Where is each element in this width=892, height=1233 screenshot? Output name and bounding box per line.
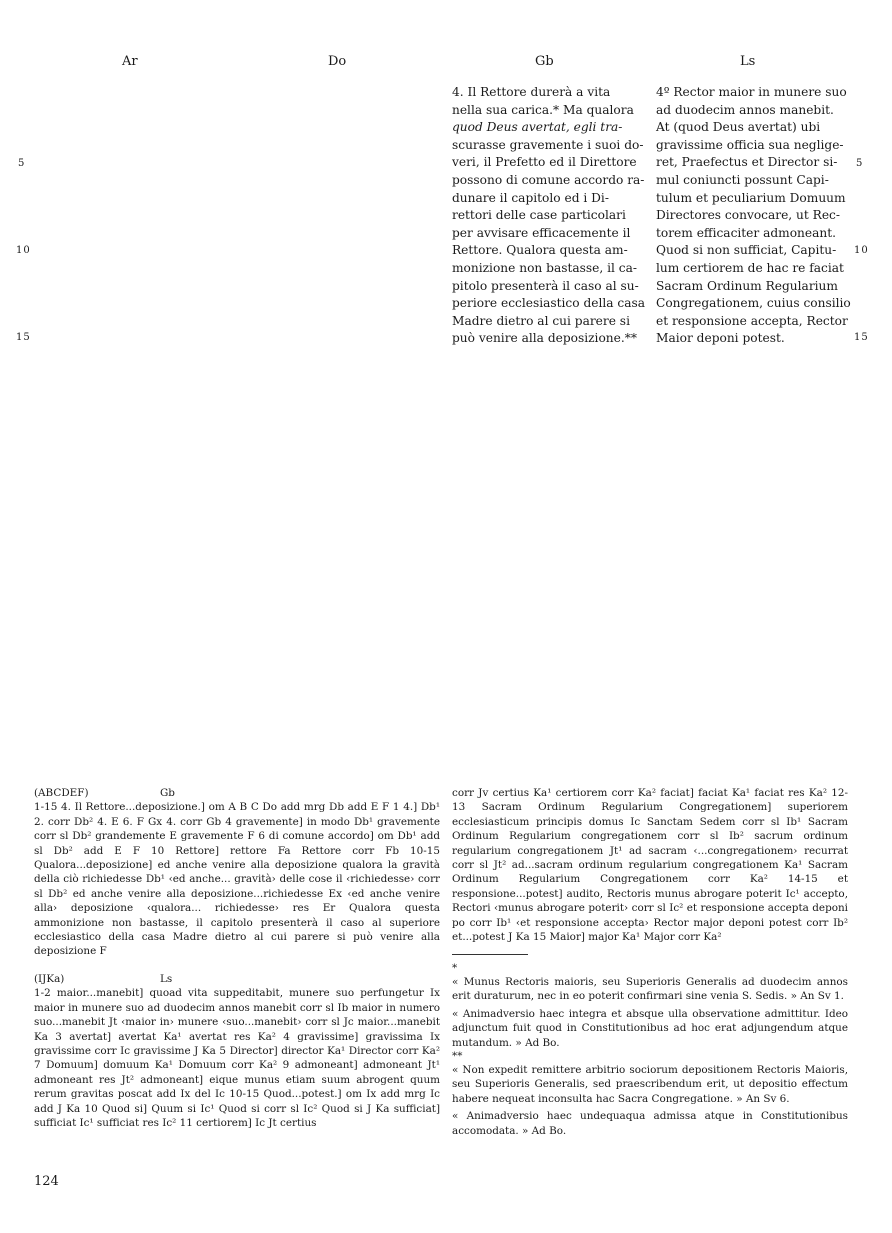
line-number-15-right: 15 xyxy=(854,332,869,343)
footnote-text: « Munus Rectoris maioris, seu Superioris Generalis ad duodecim annos erit duraturum, nec in eo poterit confirmari sine venia S. Sedis. » An Sv 1. xyxy=(452,976,848,1003)
column-heading-gb: Gb xyxy=(535,54,554,69)
text-line: Quod si non sufficiat, Capitu- xyxy=(656,243,837,258)
text-line: torem efficaciter admoneant. xyxy=(656,225,837,240)
text-line: tulum et peculiarium Domuum xyxy=(656,190,846,205)
footnote-rule xyxy=(452,954,528,955)
text-line: Sacram Ordinum Regularium xyxy=(656,278,838,293)
text-line: Maior deponi potest. xyxy=(656,331,785,346)
apparatus-sigla: (ABCDEF) xyxy=(34,787,89,799)
text-line: può venire alla deposizione.** xyxy=(452,331,637,346)
text-line: 4º Rector maior in munere suo xyxy=(656,85,847,99)
text-line: per avvisare efficacemente il xyxy=(452,225,631,240)
text-line: ad duodecim annos manebit. xyxy=(656,102,834,117)
apparatus-witness: Ls xyxy=(160,973,173,985)
text-line: 4. Il Rettore durerà a vita xyxy=(452,85,611,99)
column-heading-ls: Ls xyxy=(740,54,756,69)
apparatus-right xyxy=(452,786,848,944)
text-line: monizione non bastasse, il ca- xyxy=(452,260,637,275)
line-number-5-right: 5 xyxy=(856,158,864,169)
text-line: veri, il Prefetto ed il Direttore xyxy=(452,155,637,170)
text-line: Madre dietro al cui parere si xyxy=(452,313,630,328)
text-line: dunare il capitolo ed i Di- xyxy=(452,190,609,205)
footnote-mark: * xyxy=(452,962,458,974)
apparatus-witness: Gb xyxy=(160,787,175,799)
apparatus-right-text: corr Jv certius Ka¹ certiorem corr Ka² faciat] faciat Ka¹ faciat res Ka² 12-13 Sacram Ordinum Regularium Congregationem] superiorem ecclesiasticum principis domus Ic Sanctam Sedem corr sl Ib¹ Sacram Ordinum Regularium congregationem corr sl Ib² sacrum ordinum regularium congregationem Jt¹ ad sacram ‹...congregationem› recurrat corr sl Jt² ad...sacram ordinum regularium congregationem Ka¹ Sacram Ordinum Regularium Congregationem corr Ka² 14-15 et responsione...potest] audito, Rectoris munus abrogare poterit Ic¹ accepto, Rectori ‹munus abrogare poterit› corr sl Ic² et responsione accepta deponi po corr Ib¹ ‹et responsione accepta› Rector major deponi potest corr Ib² et...potest J Ka 15 Maior] major Ka¹ Major corr Ka² xyxy=(452,787,848,944)
column-heading-do: Do xyxy=(328,54,347,69)
text-line: pitolo presenterà il caso al su- xyxy=(452,278,639,293)
text-line: quod Deus avertat, egli tra- xyxy=(452,120,623,135)
apparatus-ls xyxy=(34,972,440,1130)
text-line: Directores convocare, ut Rec- xyxy=(656,208,841,223)
text-line: Rettore. Qualora questa am- xyxy=(452,243,628,258)
footnote-mark: ** xyxy=(452,1050,463,1063)
text-line: nella sua carica.* Ma qualora xyxy=(452,102,634,117)
column-heading-ar: Ar xyxy=(122,54,138,69)
text-line: et responsione accepta, Rector xyxy=(656,313,848,328)
line-number-10-left: 10 xyxy=(16,245,31,256)
text-line: gravissime officia sua neglige- xyxy=(656,137,844,152)
text-column-gb xyxy=(452,84,647,348)
apparatus-gb-header xyxy=(34,786,440,800)
text-line: periore ecclesiastico della casa xyxy=(452,296,646,311)
apparatus-gb-text: 1-15 4. Il Rettore...deposizione.] om A B C Do add mrg Db add E F 1 4.] Db¹ 2. corr Db² 4. E 6. F Gx 4. corr Gb 4 gravemente] in modo Db¹ gravemente corr sl Db² grandemente E gravemente F 6 di comune accordo] om Db¹ add sl Db² add E F 10 Rettore] rettore Fa Rettore corr Fb 10-15 Qualora...deposizione] ed anche venire alla deposizione qualora la gravità della ciò richiedesse Db¹ ‹ed anche... gravità› delle cose il ‹richiedesse› corr sl Db² ed anche venire alla deposizione...richiedesse Ex ‹ed anche venire alla› deposizione ‹qualora... richiedesse› res Er Qualora questa ammonizione non bastasse, il capitolo presenterà il caso al superiore ecclesiastico della casa Madre dietro al cui parere si può venire alla deposizione F xyxy=(34,801,440,958)
text-line: mul coniuncti possunt Capi- xyxy=(656,172,829,187)
text-column-ls xyxy=(656,84,851,348)
text-line: ret, Praefectus et Director si- xyxy=(656,155,838,170)
line-number-10-right: 10 xyxy=(854,245,869,256)
text-line: possono di comune accordo ra- xyxy=(452,172,645,187)
apparatus-ls-text: 1-2 maior...manebit] quoad vita suppeditabit, munere suo perfungetur Ix maior in munere suo ad duodecim annos manebit corr sl Ib maior in numero suo...manebit Jt ‹maior in› munere ‹suo...manebit› corr sl Jc maior...manebit Ka 3 avertat] avertat Ka¹ avertat res Ka² 4 gravissime] gravissima Ix gravissime corr Ic gravissime J Ka 5 Director] director Ka¹ Director corr Ka² 7 Domuum] domuum Ka¹ Domuum corr Ka² 9 admoneant] admoneant Jt¹ admoneant res Jt² admoneant] eique munus etiam suum abrogent quum rerum gravitas poscat add Ix del Ic 10-15 Quod...potest.] om Ix add mrg Ic add J Ka 10 Quod si] Quum si Ic¹ Quod si corr sl Ic² Quod si J Ka sufficiat] sufficiat Ic¹ sufficiat res Ic² 11 certiorem] Ic Jt certius xyxy=(34,987,440,1130)
line-number-5-left: 5 xyxy=(18,158,26,169)
page-number: 124 xyxy=(34,1174,59,1189)
text-line: scurasse gravemente i suoi do- xyxy=(452,137,644,152)
footnote-text: « Animadversio haec undequaqua admissa atque in Constitutionibus accomodata. » Ad Bo. xyxy=(452,1110,848,1137)
footnote-text: « Animadversio haec integra et absque ulla observatione admittitur. Ideo adjunctum fuit quod in Constitutionibus ad hoc erat adjungendum atque mutandum. » Ad Bo. xyxy=(452,1007,848,1049)
text-line: Congregationem, cuius consilio xyxy=(656,296,851,311)
text-line: lum certiorem de hac re faciat xyxy=(656,260,844,275)
apparatus-gb xyxy=(34,786,440,959)
line-number-15-left: 15 xyxy=(16,332,31,343)
footnotes xyxy=(452,962,848,1138)
apparatus-ls-header xyxy=(34,972,440,986)
text-line: rettori delle case particolari xyxy=(452,208,626,223)
footnote-text: « Non expedit remittere arbitrio sociorum depositionem Rectoris Maioris, seu Superioris Generalis, sed praescribendum erit, ut depositio effectum habere nequeat inconsulta hac Sacra Congregatione. » An Sv 6. xyxy=(452,1064,848,1105)
text-line: At (quod Deus avertat) ubi xyxy=(656,120,821,135)
apparatus-sigla: (IJKa) xyxy=(34,973,65,985)
